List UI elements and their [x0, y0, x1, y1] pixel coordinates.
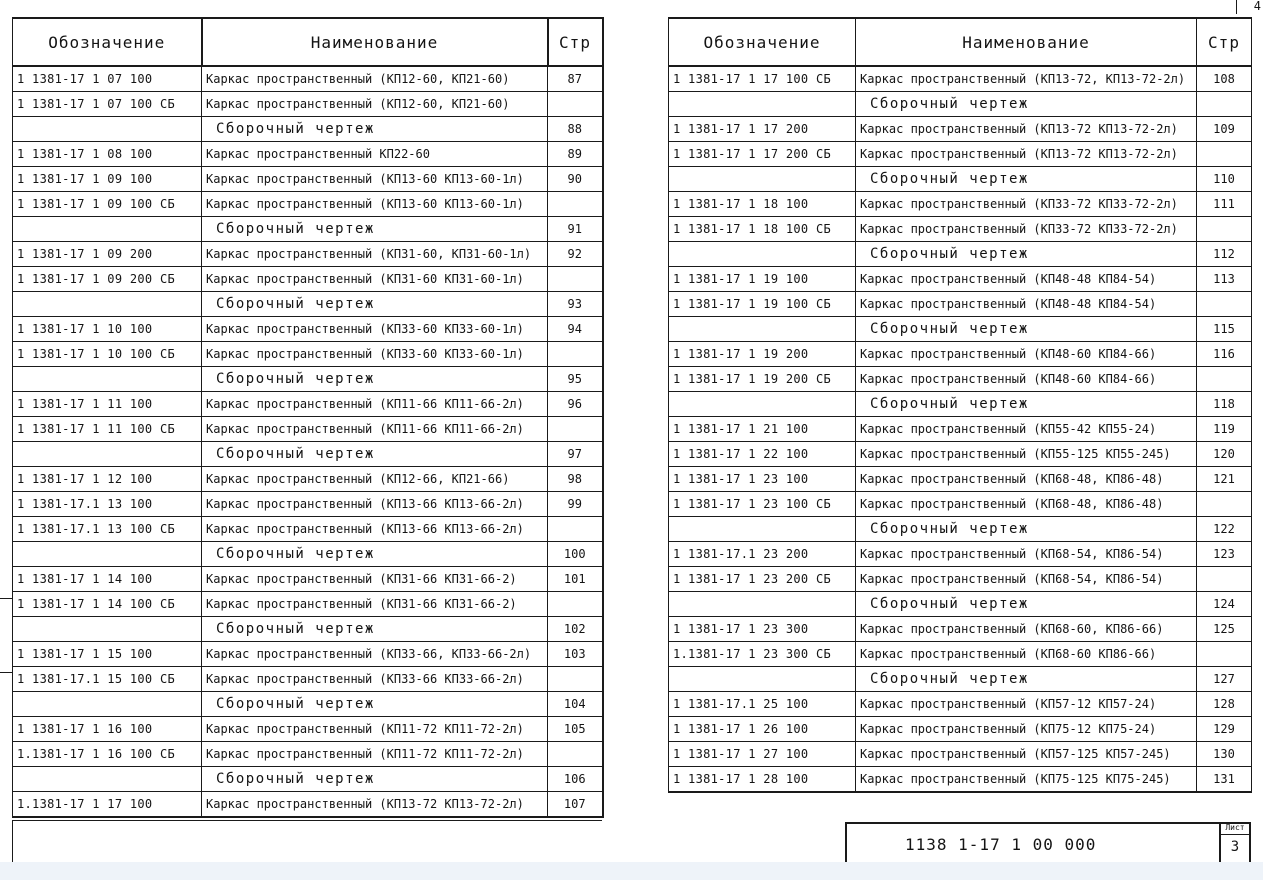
designation-cell: [669, 592, 856, 617]
table-row: [13, 117, 603, 142]
name-cell: Каркас пространственный (КП33-60 КП33-60-1л): [202, 342, 548, 367]
name-cell: Каркас пространственный (КП48-48 КП84-54): [856, 292, 1197, 317]
designation-cell: 1 1381-17 1 18 100 СБ: [669, 217, 856, 242]
designation-cell: 1 1381-17 1 26 100: [669, 717, 856, 742]
page-cell: 112: [1197, 242, 1252, 267]
table-row: [13, 742, 603, 767]
table-row: [13, 492, 603, 517]
designation-cell: 1 1381-17 1 15 100: [13, 642, 202, 667]
designation-cell: 1 1381-17 1 07 100 СБ: [13, 92, 202, 117]
designation-cell: 1 1381-17 1 19 200: [669, 342, 856, 367]
page-cell: 103: [548, 642, 603, 667]
table-row: [13, 317, 603, 342]
frame-line: [12, 820, 602, 821]
table-row: [669, 92, 1252, 117]
table-row: [13, 517, 603, 542]
designation-cell: [669, 92, 856, 117]
designation-cell: [669, 317, 856, 342]
page-cell: 121: [1197, 467, 1252, 492]
name-cell: Каркас пространственный (КП68-48, КП86-48): [856, 492, 1197, 517]
binding-tick: [0, 598, 12, 599]
table-row: [669, 117, 1252, 142]
name-cell: Каркас пространственный (КП11-66 КП11-66-2л): [202, 417, 548, 442]
designation-cell: 1 1381-17 1 09 100: [13, 167, 202, 192]
header-name: Наименование: [202, 18, 548, 66]
table-row: [669, 292, 1252, 317]
page-cell: 104: [548, 692, 603, 717]
name-cell: Каркас пространственный (КП68-60, КП86-66): [856, 617, 1197, 642]
designation-cell: 1 1381-17 1 23 200 СБ: [669, 567, 856, 592]
table-row: [13, 717, 603, 742]
table-row: [13, 242, 603, 267]
page-cell: 106: [548, 767, 603, 792]
table-row: [13, 592, 603, 617]
table-row: [13, 192, 603, 217]
page-cell: 101: [548, 567, 603, 592]
page-cell: 127: [1197, 667, 1252, 692]
page-cell: 131: [1197, 767, 1252, 793]
designation-cell: 1 1381-17 1 09 200 СБ: [13, 267, 202, 292]
contents-table-left-body: [13, 66, 603, 817]
table-row: [13, 342, 603, 367]
page-cell: 119: [1197, 417, 1252, 442]
table-header-row: [669, 18, 1252, 66]
assembly-drawing-cell: Сборочный чертеж: [856, 242, 1197, 267]
designation-cell: 1 1381-17 1 19 100: [669, 267, 856, 292]
table-row: [13, 617, 603, 642]
name-cell: Каркас пространственный (КП31-60 КП31-60-1л): [202, 267, 548, 292]
page-cell: 100: [548, 542, 603, 567]
page-cell: [548, 267, 603, 292]
page-cell: 97: [548, 442, 603, 467]
page-cell: [548, 517, 603, 542]
table-row: [669, 692, 1252, 717]
name-cell: Каркас пространственный (КП11-66 КП11-66-2л): [202, 392, 548, 417]
contents-table-right: [668, 17, 1252, 793]
table-row: [669, 717, 1252, 742]
assembly-drawing-cell: Сборочный чертеж: [202, 542, 548, 567]
page-cell: 110: [1197, 167, 1252, 192]
table-row: [13, 292, 603, 317]
table-row: [669, 242, 1252, 267]
frame-line: [12, 820, 13, 862]
sheet-number: 3: [1230, 839, 1240, 855]
table-row: [669, 667, 1252, 692]
assembly-drawing-cell: Сборочный чертеж: [202, 117, 548, 142]
designation-cell: 1 1381-17.1 13 100: [13, 492, 202, 517]
name-cell: Каркас пространственный (КП11-72 КП11-72-2л): [202, 717, 548, 742]
page-cell: 102: [548, 617, 603, 642]
table-row: [13, 692, 603, 717]
designation-cell: [13, 217, 202, 242]
designation-cell: [13, 292, 202, 317]
page-cell: [1197, 142, 1252, 167]
table-row: [13, 467, 603, 492]
page-cell: 99: [548, 492, 603, 517]
table-row: [669, 217, 1252, 242]
page-cell: 129: [1197, 717, 1252, 742]
name-cell: Каркас пространственный (КП13-60 КП13-60-1л): [202, 167, 548, 192]
page-cell: 105: [548, 717, 603, 742]
page-cell: [1197, 92, 1252, 117]
table-row: [13, 442, 603, 467]
page-cell: [1197, 642, 1252, 667]
page-cell: 108: [1197, 66, 1252, 92]
designation-cell: [13, 542, 202, 567]
sheet-cell: [1219, 822, 1249, 862]
designation-cell: 1 1381-17 1 17 200 СБ: [669, 142, 856, 167]
table-row: [669, 767, 1252, 793]
name-cell: Каркас пространственный (КП75-125 КП75-245): [856, 767, 1197, 793]
table-row: [13, 542, 603, 567]
page-cell: 111: [1197, 192, 1252, 217]
page-cell: 91: [548, 217, 603, 242]
table-row: [13, 92, 603, 117]
page-cell: 118: [1197, 392, 1252, 417]
designation-cell: [13, 692, 202, 717]
table-row: [13, 66, 603, 92]
table-row: [669, 742, 1252, 767]
page-cell: 115: [1197, 317, 1252, 342]
name-cell: Каркас пространственный (КП68-48, КП86-48): [856, 467, 1197, 492]
table-row: [669, 542, 1252, 567]
header-designation: Обозначение: [13, 18, 202, 66]
page-cell: [1197, 567, 1252, 592]
designation-cell: 1 1381-17 1 23 100 СБ: [669, 492, 856, 517]
name-cell: Каркас пространственный (КП11-72 КП11-72-2л): [202, 742, 548, 767]
designation-cell: 1 1381-17 1 14 100: [13, 567, 202, 592]
assembly-drawing-cell: Сборочный чертеж: [202, 367, 548, 392]
contents-table-left: [12, 17, 604, 818]
assembly-drawing-cell: Сборочный чертеж: [202, 442, 548, 467]
contents-table-right-body: [669, 66, 1252, 792]
table-row: [669, 567, 1252, 592]
table-row: [13, 567, 603, 592]
designation-cell: 1 1381-17 1 23 300: [669, 617, 856, 642]
name-cell: Каркас пространственный (КП13-72 КП13-72-2л): [202, 792, 548, 818]
page-cell: [548, 92, 603, 117]
designation-cell: 1 1381-17 1 18 100: [669, 192, 856, 217]
page-cell: [1197, 292, 1252, 317]
table-row: [669, 417, 1252, 442]
designation-cell: [669, 167, 856, 192]
table-row: [669, 467, 1252, 492]
designation-cell: 1 1381-17.1 13 100 СБ: [13, 517, 202, 542]
designation-cell: 1 1381-17 1 19 100 СБ: [669, 292, 856, 317]
page-cell: 120: [1197, 442, 1252, 467]
table-row: [13, 367, 603, 392]
page-cell: [548, 192, 603, 217]
document-code: 1138 1-17 1 00 000: [905, 835, 1097, 854]
name-cell: Каркас пространственный (КП13-72 КП13-72-2л): [856, 117, 1197, 142]
table-row: [13, 667, 603, 692]
table-row: [13, 792, 603, 818]
table-row: [669, 317, 1252, 342]
designation-cell: [13, 767, 202, 792]
table-row: [13, 392, 603, 417]
page-cell: 93: [548, 292, 603, 317]
page-cell: [548, 742, 603, 767]
designation-cell: 1 1381-17 1 12 100: [13, 467, 202, 492]
assembly-drawing-cell: Сборочный чертеж: [202, 617, 548, 642]
designation-cell: 1 1381-17 1 16 100: [13, 717, 202, 742]
assembly-drawing-cell: Сборочный чертеж: [856, 317, 1197, 342]
page-cell: 107: [548, 792, 603, 818]
page-cell: [1197, 492, 1252, 517]
designation-cell: 1 1381-17 1 11 100 СБ: [13, 417, 202, 442]
designation-cell: 1 1381-17 1 28 100: [669, 767, 856, 793]
designation-cell: [13, 117, 202, 142]
designation-cell: [669, 667, 856, 692]
designation-cell: 1 1381-17 1 17 100 СБ: [669, 66, 856, 92]
name-cell: Каркас пространственный (КП55-42 КП55-24): [856, 417, 1197, 442]
designation-cell: 1 1381-17 1 10 100: [13, 317, 202, 342]
header-name: Наименование: [856, 18, 1197, 66]
page-cell: 113: [1197, 267, 1252, 292]
assembly-drawing-cell: Сборочный чертеж: [856, 167, 1197, 192]
name-cell: Каркас пространственный (КП57-12 КП57-24): [856, 692, 1197, 717]
name-cell: Каркас пространственный (КП48-60 КП84-66): [856, 367, 1197, 392]
table-header-row: [13, 18, 603, 66]
header-page: Стр: [548, 18, 603, 66]
table-row: [669, 592, 1252, 617]
name-cell: Каркас пространственный (КП48-48 КП84-54): [856, 267, 1197, 292]
title-block: [845, 822, 1251, 862]
page-cell: 122: [1197, 517, 1252, 542]
table-row: [669, 617, 1252, 642]
designation-cell: 1 1381-17 1 21 100: [669, 417, 856, 442]
assembly-drawing-cell: Сборочный чертеж: [202, 767, 548, 792]
table-row: [13, 167, 603, 192]
name-cell: Каркас пространственный (КП68-60 КП86-66): [856, 642, 1197, 667]
designation-cell: 1.1381-17 1 16 100 СБ: [13, 742, 202, 767]
name-cell: Каркас пространственный (КП13-72 КП13-72-2л): [856, 142, 1197, 167]
name-cell: Каркас пространственный (КП68-54, КП86-54): [856, 542, 1197, 567]
designation-cell: 1 1381-17 1 07 100: [13, 66, 202, 92]
corner-page-number: 4: [1236, 0, 1263, 14]
page-cell: 124: [1197, 592, 1252, 617]
name-cell: Каркас пространственный (КП12-60, КП21-60): [202, 66, 548, 92]
designation-cell: 1 1381-17 1 10 100 СБ: [13, 342, 202, 367]
designation-cell: 1 1381-17.1 23 200: [669, 542, 856, 567]
name-cell: Каркас пространственный (КП13-66 КП13-66-2л): [202, 492, 548, 517]
table-row: [13, 767, 603, 792]
page-cell: 123: [1197, 542, 1252, 567]
assembly-drawing-cell: Сборочный чертеж: [856, 517, 1197, 542]
designation-cell: 1 1381-17 1 17 200: [669, 117, 856, 142]
name-cell: Каркас пространственный (КП31-66 КП31-66-2): [202, 592, 548, 617]
page-cell: [548, 592, 603, 617]
viewer-bottom-band: [0, 862, 1263, 880]
name-cell: Каркас пространственный (КП13-66 КП13-66-2л): [202, 517, 548, 542]
name-cell: Каркас пространственный (КП68-54, КП86-54): [856, 567, 1197, 592]
designation-cell: 1 1381-17 1 08 100: [13, 142, 202, 167]
name-cell: Каркас пространственный (КП13-60 КП13-60-1л): [202, 192, 548, 217]
designation-cell: 1 1381-17 1 11 100: [13, 392, 202, 417]
assembly-drawing-cell: Сборочный чертеж: [856, 92, 1197, 117]
name-cell: Каркас пространственный (КП57-125 КП57-245): [856, 742, 1197, 767]
name-cell: Каркас пространственный (КП33-72 КП33-72-2л): [856, 217, 1197, 242]
assembly-drawing-cell: Сборочный чертеж: [202, 217, 548, 242]
name-cell: Каркас пространственный (КП13-72, КП13-72-2л): [856, 66, 1197, 92]
designation-cell: 1 1381-17.1 15 100 СБ: [13, 667, 202, 692]
assembly-drawing-cell: Сборочный чертеж: [856, 392, 1197, 417]
table-row: [669, 267, 1252, 292]
header-designation: Обозначение: [669, 18, 856, 66]
table-row: [13, 142, 603, 167]
table-row: [669, 492, 1252, 517]
page-cell: 94: [548, 317, 603, 342]
page-cell: [548, 417, 603, 442]
table-row: [669, 642, 1252, 667]
page-cell: [1197, 217, 1252, 242]
name-cell: Каркас пространственный (КП31-66 КП31-66-2): [202, 567, 548, 592]
page-cell: 89: [548, 142, 603, 167]
name-cell: Каркас пространственный (КП48-60 КП84-66): [856, 342, 1197, 367]
binding-tick: [0, 672, 12, 673]
table-row: [13, 267, 603, 292]
assembly-drawing-cell: Сборочный чертеж: [856, 592, 1197, 617]
name-cell: Каркас пространственный (КП33-60 КП33-60-1л): [202, 317, 548, 342]
designation-cell: 1 1381-17 1 19 200 СБ: [669, 367, 856, 392]
table-row: [669, 392, 1252, 417]
page-cell: [548, 342, 603, 367]
designation-cell: 1 1381-17 1 09 200: [13, 242, 202, 267]
page-cell: 125: [1197, 617, 1252, 642]
page-cell: 96: [548, 392, 603, 417]
name-cell: Каркас пространственный (КП33-72 КП33-72-2л): [856, 192, 1197, 217]
table-row: [669, 517, 1252, 542]
table-row: [669, 167, 1252, 192]
designation-cell: 1.1381-17 1 17 100: [13, 792, 202, 818]
name-cell: Каркас пространственный КП22-60: [202, 142, 548, 167]
name-cell: Каркас пространственный (КП12-66, КП21-66): [202, 467, 548, 492]
page-cell: 98: [548, 467, 603, 492]
name-cell: Каркас пространственный (КП55-125 КП55-245): [856, 442, 1197, 467]
designation-cell: [13, 367, 202, 392]
page-cell: 128: [1197, 692, 1252, 717]
table-row: [13, 217, 603, 242]
table-row: [669, 442, 1252, 467]
page-cell: 87: [548, 66, 603, 92]
designation-cell: 1 1381-17 1 14 100 СБ: [13, 592, 202, 617]
header-page: Стр: [1197, 18, 1252, 66]
page-cell: [1197, 367, 1252, 392]
designation-cell: 1 1381-17 1 27 100: [669, 742, 856, 767]
assembly-drawing-cell: Сборочный чертеж: [202, 292, 548, 317]
table-row: [669, 342, 1252, 367]
designation-cell: 1 1381-17.1 25 100: [669, 692, 856, 717]
page-cell: 90: [548, 167, 603, 192]
table-row: [669, 192, 1252, 217]
assembly-drawing-cell: Сборочный чертеж: [856, 667, 1197, 692]
designation-cell: [669, 392, 856, 417]
name-cell: Каркас пространственный (КП31-60, КП31-60-1л): [202, 242, 548, 267]
designation-cell: 1 1381-17 1 23 100: [669, 467, 856, 492]
table-row: [669, 142, 1252, 167]
name-cell: Каркас пространственный (КП33-66 КП33-66-2л): [202, 667, 548, 692]
page-cell: 92: [548, 242, 603, 267]
designation-cell: [13, 617, 202, 642]
name-cell: Каркас пространственный (КП33-66, КП33-66-2л): [202, 642, 548, 667]
page-cell: [548, 667, 603, 692]
designation-cell: 1 1381-17 1 09 100 СБ: [13, 192, 202, 217]
page-cell: 95: [548, 367, 603, 392]
table-row: [13, 642, 603, 667]
page-cell: 116: [1197, 342, 1252, 367]
designation-cell: [669, 517, 856, 542]
name-cell: Каркас пространственный (КП75-12 КП75-24): [856, 717, 1197, 742]
assembly-drawing-cell: Сборочный чертеж: [202, 692, 548, 717]
sheet-label: Лист: [1221, 822, 1249, 835]
designation-cell: [669, 242, 856, 267]
designation-cell: [13, 442, 202, 467]
page-cell: 130: [1197, 742, 1252, 767]
name-cell: Каркас пространственный (КП12-60, КП21-60): [202, 92, 548, 117]
table-row: [669, 66, 1252, 92]
page-cell: 109: [1197, 117, 1252, 142]
designation-cell: 1 1381-17 1 22 100: [669, 442, 856, 467]
designation-cell: 1.1381-17 1 23 300 СБ: [669, 642, 856, 667]
table-row: [669, 367, 1252, 392]
page-cell: 88: [548, 117, 603, 142]
table-row: [13, 417, 603, 442]
